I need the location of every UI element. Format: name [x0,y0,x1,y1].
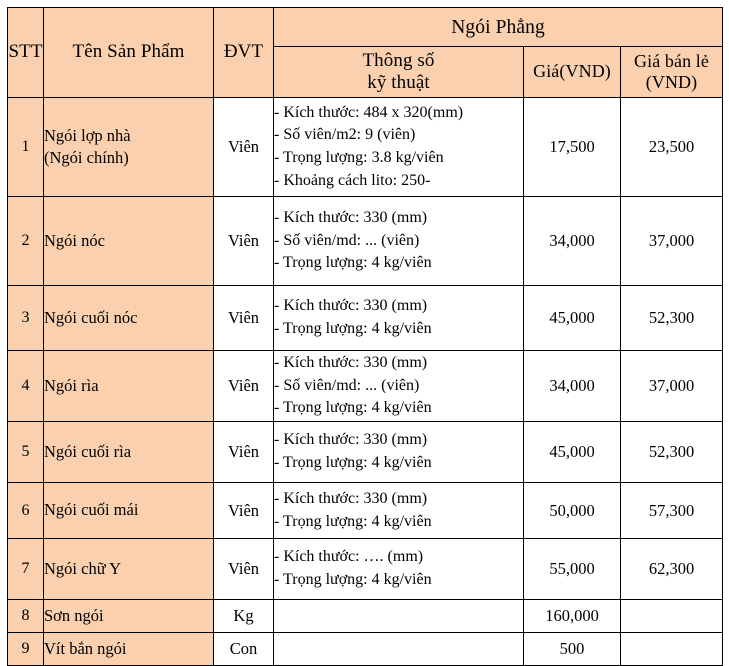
spec-line: - Kích thước: 330 (mm) [274,489,428,507]
cell-unit: Viên [214,351,274,422]
cell-product-name [44,539,214,600]
cell-stt: 5 [8,422,44,483]
table-row [8,351,723,422]
cell-unit: Viên [214,98,274,197]
header-label-spec-line1: Thông số [362,49,435,71]
header-cell-price [524,47,621,98]
spec-line: - Trọng lượng: 4 kg/viên [274,254,432,272]
header-cell-stt [8,8,44,98]
spec-line: - Khoảng cách lito: 250- [274,171,431,189]
cell-retail-price: 37,000 [621,351,723,422]
product-name-line1: Vít bắn ngói [44,638,127,658]
cell-retail-price: 57,300 [621,483,723,539]
spec-line: - Kích thước: 330 (mm) [274,297,428,315]
product-price-table [7,7,723,666]
cell-price: 50,000 [524,483,621,539]
cell-spec [274,286,524,351]
cell-spec [274,422,524,483]
header-label-price: Giá(VND) [533,61,611,82]
cell-stt: 1 [8,98,44,197]
header-cell-retail-price [621,47,723,98]
cell-unit: Viên [214,286,274,351]
product-name-line1: Ngói rìa [44,375,99,395]
spec-line: - Kích thước: 484 x 320(mm) [274,103,464,121]
cell-product-name [44,351,214,422]
cell-unit: Viên [214,539,274,600]
product-name-line1: Ngói cuối rìa [44,441,132,461]
cell-retail-price: 62,300 [621,539,723,600]
table-row [8,633,723,666]
cell-price: 45,000 [524,422,621,483]
spec-line: - Trọng lượng: 4 kg/viên [274,512,432,530]
table-row [8,539,723,600]
cell-price: 34,000 [524,351,621,422]
spec-line: - Số viên/md: ... (viên) [274,376,420,394]
cell-unit: Viên [214,483,274,539]
cell-spec [274,633,524,666]
spec-line: - Kích thước: 330 (mm) [274,208,428,226]
cell-price: 55,000 [524,539,621,600]
cell-unit: Viên [214,197,274,286]
header-cell-group-title [274,8,723,47]
product-name-line1: Ngói nóc [44,230,105,250]
header-label-stt: STT [8,41,43,63]
header-cell-product-name [44,8,214,98]
cell-price: 45,000 [524,286,621,351]
cell-retail-price: 23,500 [621,98,723,197]
header-label-group-title: Ngói Phẳng [451,16,545,38]
cell-spec [274,351,524,422]
cell-retail-price [621,633,723,666]
cell-price: 17,500 [524,98,621,197]
table-row [8,600,723,633]
spec-line: - Trọng lượng: 3.8 kg/viên [274,149,444,166]
cell-retail-price [621,600,723,633]
spec-line: - Trọng lượng: 4 kg/viên [274,454,432,471]
product-name-line1: Ngói lợp nhà [44,125,131,145]
cell-price: 160,000 [524,600,621,633]
table-row [8,483,723,539]
spec-line: - Trọng lượng: 4 kg/viên [274,399,432,417]
table-row [8,197,723,286]
cell-retail-price: 52,300 [621,422,723,483]
cell-product-name [44,633,214,666]
cell-unit: Viên [214,422,274,483]
spec-line: - Trọng lượng: 4 kg/viên [274,571,432,588]
cell-product-name [44,600,214,633]
spec-line: - Trọng lượng: 4 kg/viên [274,320,432,337]
cell-product-name [44,98,214,197]
header-cell-spec [274,47,524,98]
table-row [8,286,723,351]
cell-product-name [44,197,214,286]
header-label-unit: ĐVT [223,41,264,63]
product-name-line1: Sơn ngói [44,605,104,625]
cell-spec [274,98,524,197]
table-row [8,98,723,197]
cell-price: 34,000 [524,197,621,286]
header-label-retail-line1: Giá bán lẻ [634,50,709,71]
cell-stt: 3 [8,286,44,351]
product-name-line2: (Ngói chính) [44,148,129,167]
cell-spec [274,600,524,633]
table-header-row-group [8,8,723,47]
header-label-spec-line2: kỹ thuật [367,72,430,93]
header-cell-unit [214,8,274,98]
header-label-product-name: Tên Sản Phẩm [72,41,185,63]
cell-product-name [44,286,214,351]
cell-product-name [44,483,214,539]
header-label-retail-line2: (VND) [645,72,698,92]
cell-price: 500 [524,633,621,666]
cell-retail-price: 52,300 [621,286,723,351]
spec-line: - Kích thước: 330 (mm) [274,353,428,371]
table-row [8,422,723,483]
cell-spec [274,483,524,539]
product-name-line1: Ngói cuối mái [44,500,139,520]
cell-stt: 9 [8,633,44,666]
cell-stt: 6 [8,483,44,539]
cell-retail-price: 37,000 [621,197,723,286]
cell-stt: 7 [8,539,44,600]
cell-stt: 8 [8,600,44,633]
cell-unit: Con [214,633,274,666]
cell-spec [274,539,524,600]
product-name-line1: Ngói chữ Y [44,558,122,578]
cell-stt: 2 [8,197,44,286]
cell-product-name [44,422,214,483]
cell-spec [274,197,524,286]
cell-unit: Kg [214,600,274,633]
spec-line: - Kích thước: 330 (mm) [274,431,428,449]
spec-line: - Số viên/md: ... (viên) [274,231,420,249]
cell-stt: 4 [8,351,44,422]
spec-line: - Kích thước: …. (mm) [274,548,424,566]
product-name-line1: Ngói cuối nóc [44,307,138,327]
spec-line: - Số viên/m2: 9 (viên) [274,126,416,144]
